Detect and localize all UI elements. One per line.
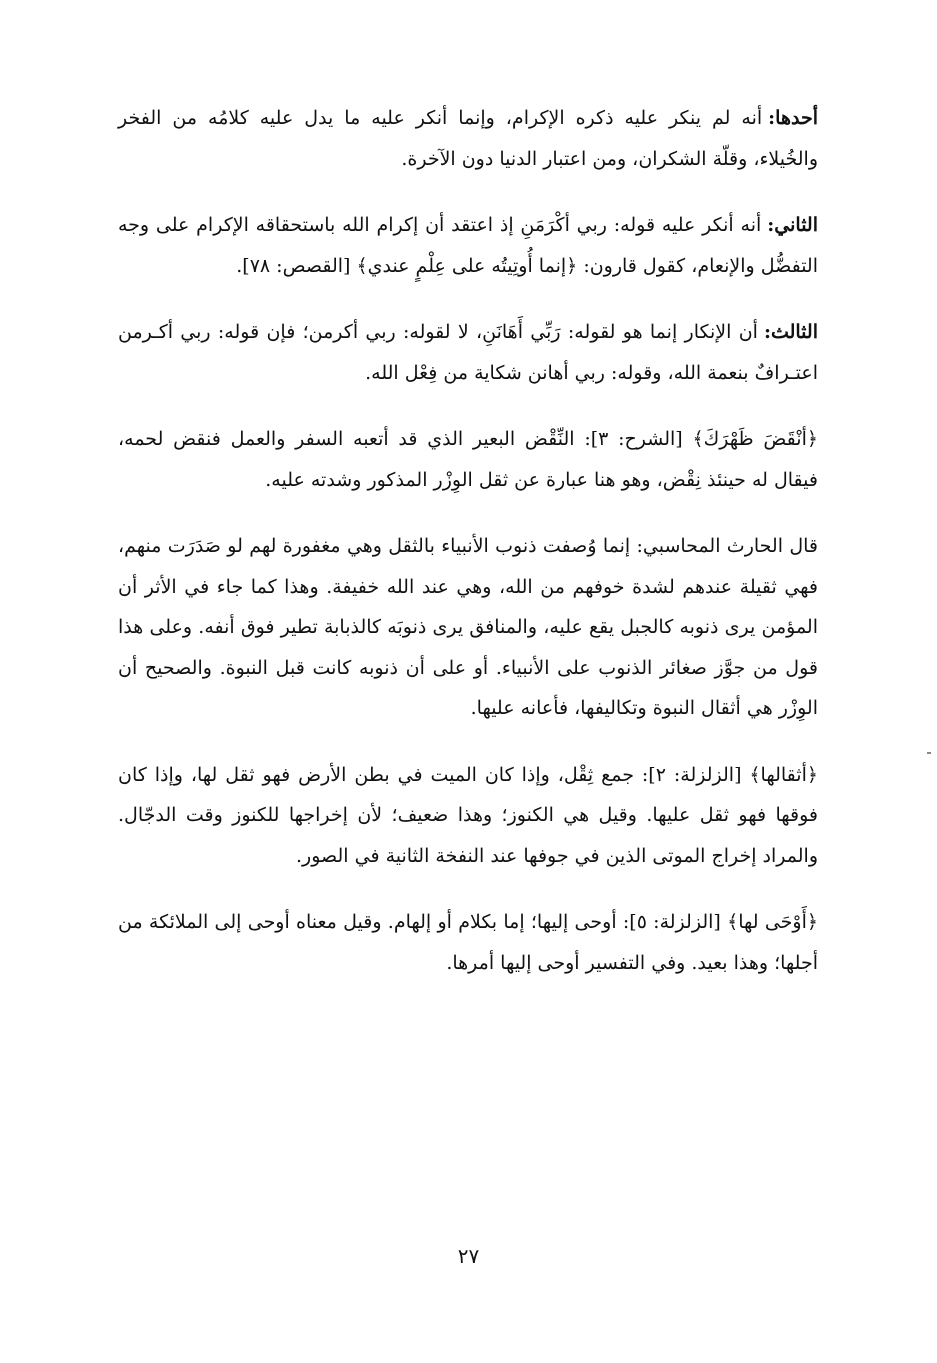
paragraph-1 <box>118 98 818 179</box>
paragraph-1-text: أنه لم ينكر عليه ذكره الإكرام، وإنما أنكر عليه ما يدل عليه كلامُه من الفخر والخُيلاء، وقلّة الشكران، ومن اعتبار الدنيا دون الآخرة. <box>118 107 818 170</box>
paragraph-5 <box>118 526 818 729</box>
paragraph-7-text: ﴿أَوْحَى لها﴾ [الزلزلة: ٥]: أوحى إليها؛ إما بكلام أو إلهام. وقيل معناه أوحى إلى الملائكة من أجلها؛ وهذا بعيد. وفي التفسير أوحى إليها أمرها. <box>118 911 818 974</box>
paragraph-6 <box>118 755 818 877</box>
paragraph-2-text: أنه أنكر عليه قوله: ربي أكْرَمَنِ إذ اعتقد أن إكرام الله باستحقاقه الإكرام على وجه التفضُّل والإنعام، كقول قارون: ﴿إنما أُوتِيتُه على عِلْمٍ عندي﴾ [القصص: ٧٨]. <box>118 214 818 277</box>
paragraph-2 <box>118 205 818 286</box>
scan-mark <box>927 752 931 754</box>
paragraph-2-lead: الثاني: <box>767 214 818 236</box>
paragraph-3 <box>118 312 818 393</box>
paragraph-6-text: ﴿أثقالها﴾ [الزلزلة: ٢]: جمع ثِقْل، وإذا كان الميت في بطن الأرض فهو ثقل لها، وإذا كان فوقها فهو ثقل عليها. وقيل هي الكنوز؛ وهذا ضعيف؛ لأن إخراجها للكنوز وقت الدجّال. والمراد إخراج الموتى الذين في جوفها عند النفخة الثانية في الصور. <box>118 763 818 867</box>
paragraph-3-lead: الثالث: <box>763 321 818 343</box>
paragraph-4-text: ﴿أنْقَضَ ظَهْرَكَ﴾ [الشرح: ٣]: النِّقْض البعير الذي قد أتعبه السفر والعمل فنقض لحمه، فيقال له حينئذ نِقْض، وهو هنا عبارة عن ثقل الوِزْر المذكور وشدته عليه. <box>118 428 818 491</box>
paragraph-7 <box>118 902 818 983</box>
paragraph-1-lead: أحدها: <box>768 107 818 129</box>
paragraph-4 <box>118 419 818 500</box>
paragraph-5-text: قال الحارث المحاسبي: إنما وُصفت ذنوب الأنبياء بالثقل وهي مغفورة لهم لو صَدَرَت منهم، فهي ثقيلة عندهم لشدة خوفهم من الله، وهي عند الله خفيفة. وهذا كما جاء في الأثر أن المؤمن يرى ذنوبه كالجبل يقع عليه، والمنافق يرى ذنوبَه كالذبابة تطير فوق أنفه. وعلى هذا قول من جوَّز صغائر الذنوب على الأنبياء. أو على أن ذنوبه كانت قبل النبوة. والصحيح أن الوِزْر هي أثقال النبوة وتكاليفها، فأعانه عليها. <box>118 535 818 719</box>
page-number: ٢٧ <box>457 1244 480 1268</box>
paragraph-3-text: أن الإنكار إنما هو لقوله: رَبِّي أَهَانَنِ، لا لقوله: ربي أكرمن؛ فإن قوله: ربي أكـرمن اعتـرافٌ بنعمة الله، وقوله: ربي أهانن شكاية من فِعْل الله. <box>118 321 818 384</box>
page-body <box>118 98 818 1009</box>
